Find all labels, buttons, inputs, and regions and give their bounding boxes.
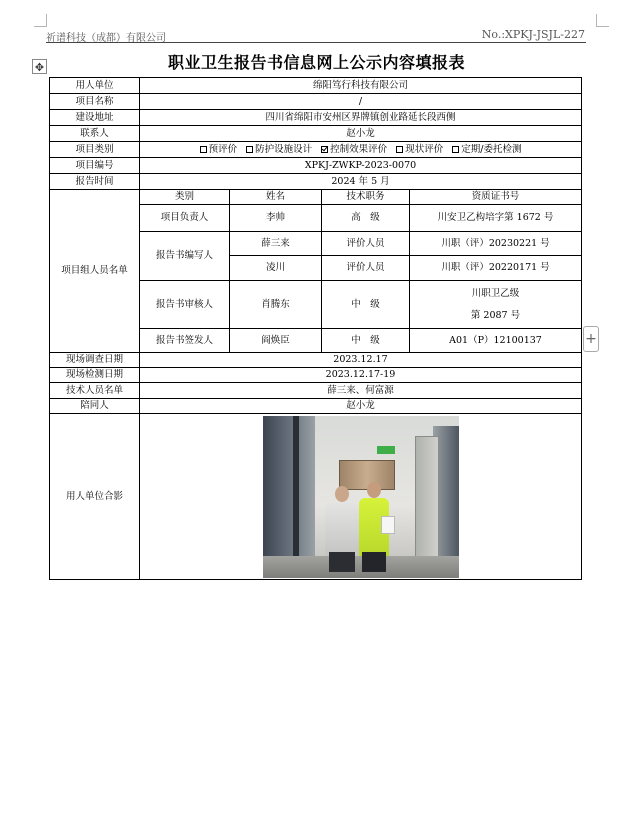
escort-label: 陪同人 [50, 399, 140, 414]
row-team-header [50, 190, 582, 205]
report-time-label: 报告时间 [50, 174, 140, 190]
category-option-protection-design[interactable]: 防护设施设计 [246, 144, 312, 155]
row-survey-date [50, 353, 582, 368]
writer1-title: 评价人员 [322, 232, 410, 256]
employer-value: 绵阳笃行科技有限公司 [140, 78, 582, 94]
issuer-title: 中 级 [322, 329, 410, 353]
technicians-value: 薛三来、何富源 [140, 383, 582, 399]
row-address [50, 110, 582, 126]
photo-cell [140, 414, 582, 580]
survey-date-label: 现场调查日期 [50, 353, 140, 368]
contact-label: 联系人 [50, 126, 140, 142]
leader-cert: 川安卫乙构培字第 1672 号 [410, 205, 582, 232]
writer2-name: 凌川 [230, 256, 322, 281]
reviewer-role: 报告书审核人 [140, 281, 230, 329]
survey-date-value: 2023.12.17 [140, 353, 582, 368]
address-value: 四川省绵阳市安州区界牌镇创业路延长段西侧 [140, 110, 582, 126]
category-options [140, 142, 582, 158]
escort-value: 赵小龙 [140, 399, 582, 414]
header-company: 祈谱科技（成都）有限公司 [46, 33, 166, 44]
category-option-pre-evaluation[interactable]: 预评价 [200, 144, 238, 155]
project-name-value: / [140, 94, 582, 110]
team-header-title: 技术职务 [322, 190, 410, 205]
row-category [50, 142, 582, 158]
row-photo [50, 414, 582, 580]
team-label: 项目组人员名单 [50, 190, 140, 353]
writer-role: 报告书编写人 [140, 232, 230, 281]
writer1-cert: 川职（评）20230221 号 [410, 232, 582, 256]
exit-sign-icon [377, 446, 395, 454]
issuer-role: 报告书签发人 [140, 329, 230, 353]
team-header-type: 类别 [140, 190, 230, 205]
category-label: 项目类别 [50, 142, 140, 158]
corner-mark-left [34, 14, 47, 27]
issuer-cert: A01（P）12100137 [410, 329, 582, 353]
checkbox-icon[interactable] [246, 146, 253, 153]
technicians-label: 技术人员名单 [50, 383, 140, 399]
category-option-status-evaluation[interactable]: 现状评价 [396, 144, 443, 155]
row-escort [50, 399, 582, 414]
header-doc-no: No.:XPKJ-JSJL-227 [481, 28, 585, 41]
writer1-name: 薛三来 [230, 232, 322, 256]
row-project-no [50, 158, 582, 174]
category-option-periodic-testing[interactable]: 定期/委托检测 [452, 144, 521, 155]
reviewer-title: 中 级 [322, 281, 410, 329]
employer-label: 用人单位 [50, 78, 140, 94]
header-divider [46, 42, 586, 43]
checkbox-icon[interactable] [396, 146, 403, 153]
form-title: 职业卫生报告书信息网上公示内容填报表 [167, 53, 465, 72]
leader-title: 高 级 [322, 205, 410, 232]
writer2-title: 评价人员 [322, 256, 410, 281]
project-no-value: XPKJ-ZWKP-2023-0070 [140, 158, 582, 174]
checkbox-checked-icon[interactable] [321, 146, 328, 153]
writer2-cert: 川职（评）20220171 号 [410, 256, 582, 281]
team-header-name: 姓名 [230, 190, 322, 205]
report-form-table [49, 77, 582, 580]
row-contact [50, 126, 582, 142]
row-employer [50, 78, 582, 94]
report-time-value: 2024 年 5 月 [140, 174, 582, 190]
leader-role: 项目负责人 [140, 205, 230, 232]
photo-label: 用人单位合影 [50, 414, 140, 580]
add-row-icon[interactable]: + [583, 326, 599, 352]
team-header-cert: 资质证书号 [410, 190, 582, 205]
group-photo [263, 416, 459, 578]
checkbox-icon[interactable] [452, 146, 459, 153]
move-handle-icon[interactable]: ✥ [32, 59, 47, 74]
reviewer-cert [410, 281, 582, 329]
leader-name: 李帅 [230, 205, 322, 232]
corner-mark-right [596, 14, 609, 27]
test-date-label: 现场检测日期 [50, 368, 140, 383]
test-date-value: 2023.12.17-19 [140, 368, 582, 383]
project-no-label: 项目编号 [50, 158, 140, 174]
issuer-name: 阎焕臣 [230, 329, 322, 353]
reviewer-name: 肖腾东 [230, 281, 322, 329]
address-label: 建设地址 [50, 110, 140, 126]
project-name-label: 项目名称 [50, 94, 140, 110]
category-option-control-effect[interactable]: 控制效果评价 [321, 144, 387, 155]
contact-value: 赵小龙 [140, 126, 582, 142]
reviewer-cert-line1: 川职卫乙级 [471, 287, 520, 299]
row-test-date [50, 368, 582, 383]
row-project-name [50, 94, 582, 110]
row-technicians [50, 383, 582, 399]
checkbox-icon[interactable] [200, 146, 207, 153]
row-report-time [50, 174, 582, 190]
reviewer-cert-line2: 第 2087 号 [470, 309, 521, 321]
